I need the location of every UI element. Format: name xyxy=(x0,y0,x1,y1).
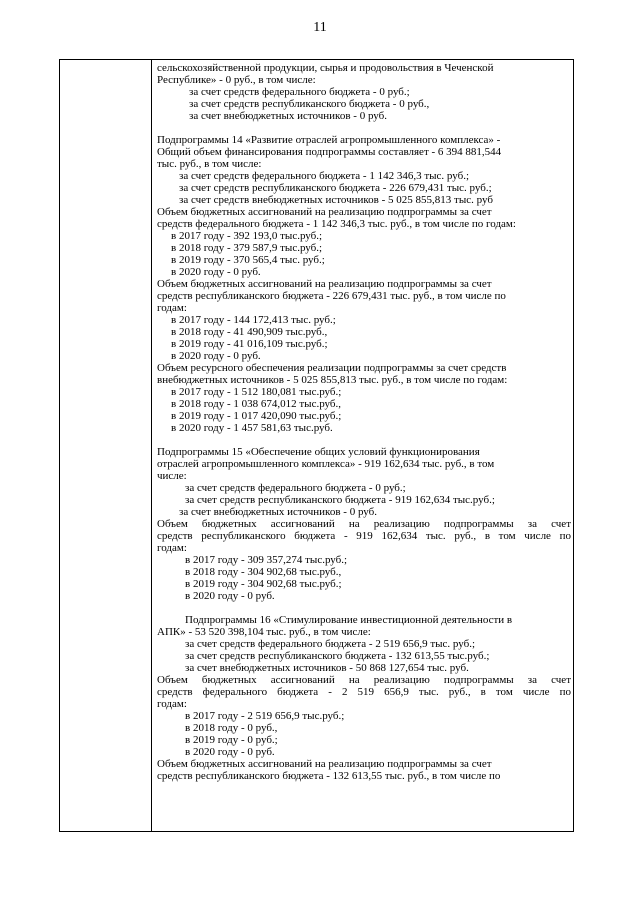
text-line: в 2017 году - 392 193,0 тыс.руб.; xyxy=(171,230,323,242)
text-line: Объем бюджетных ассигнований на реализацию подпрограммы за счет xyxy=(157,518,571,530)
text-line: за счет средств федерального бюджета - 0 руб.; xyxy=(189,86,410,98)
text-line: за счет средств федерального бюджета - 2 519 656,9 тыс. руб.; xyxy=(185,638,476,650)
text-line: за счет средств республиканского бюджета - 226 679,431 тыс. руб.; xyxy=(179,182,492,194)
text-line: Общий объем финансирования подпрограммы составляет - 6 394 881,544 xyxy=(157,146,502,158)
text-line: Объем бюджетных ассигнований на реализацию подпрограммы за счет xyxy=(157,278,492,290)
text-line: в 2017 году - 2 519 656,9 тыс.руб.; xyxy=(185,710,345,722)
text-line: Объем ресурсного обеспечения реализации подпрограммы за счет средств xyxy=(157,362,507,374)
text-line: в 2017 году - 144 172,413 тыс. руб.; xyxy=(171,314,336,326)
text-line: годам: xyxy=(157,542,187,554)
text-line: за счет внебюджетных источников - 50 868 127,654 тыс. руб. xyxy=(185,662,469,674)
table-label-cell xyxy=(60,60,151,831)
text-line: в 2020 году - 0 руб. xyxy=(185,746,275,758)
text-line: в 2020 году - 1 457 581,63 тыс.руб. xyxy=(171,422,333,434)
text-line: в 2019 году - 304 902,68 тыс.руб.; xyxy=(185,578,342,590)
text-line: средств федерального бюджета - 1 142 346,3 тыс. руб., в том числе по годам: xyxy=(157,218,516,230)
text-line: за счет средств республиканского бюджета - 919 162,634 тыс.руб.; xyxy=(185,494,495,506)
text-line: годам: xyxy=(157,302,187,314)
text-line: за счет внебюджетных источников - 0 руб. xyxy=(179,506,377,518)
text-line: средств республиканского бюджета - 226 679,431 тыс. руб., в том числе по xyxy=(157,290,506,302)
text-line: годам: xyxy=(157,698,187,710)
text-line: в 2017 году - 1 512 180,081 тыс.руб.; xyxy=(171,386,342,398)
blank-line xyxy=(157,602,571,614)
text-line: тыс. руб., в том числе: xyxy=(157,158,262,170)
text-line: за счет средств федерального бюджета - 0 руб.; xyxy=(185,482,406,494)
table-content-cell xyxy=(157,62,571,782)
text-line: в 2020 году - 0 руб. xyxy=(171,350,261,362)
text-line: Объем бюджетных ассигнований на реализацию подпрограммы за счет xyxy=(157,758,492,770)
text-line: средств республиканского бюджета - 919 162,634 тыс. руб., в том числе по xyxy=(157,530,571,542)
text-line: в 2017 году - 309 357,274 тыс.руб.; xyxy=(185,554,348,566)
text-line: Подпрограммы 16 «Стимулирование инвестиционной деятельности в xyxy=(185,614,513,626)
text-line: за счет внебюджетных источников - 0 руб. xyxy=(189,110,387,122)
blank-line xyxy=(157,122,571,134)
text-line: Подпрограммы 15 «Обеспечение общих условий функционирования xyxy=(157,446,480,458)
text-line: за счет средств республиканского бюджета - 0 руб., xyxy=(189,98,430,110)
text-line: отраслей агропромышленного комплекса» - 919 162,634 тыс. руб., в том xyxy=(157,458,495,470)
text-line: в 2018 году - 304 902,68 тыс.руб., xyxy=(185,566,342,578)
text-line: числе: xyxy=(157,470,187,482)
text-line: Подпрограммы 14 «Развитие отраслей агропромышленного комплекса» - xyxy=(157,134,501,146)
text-line: средств республиканского бюджета - 132 613,55 тыс. руб., в том числе по xyxy=(157,770,501,782)
text-line: в 2019 году - 41 016,109 тыс.руб.; xyxy=(171,338,328,350)
blank-line xyxy=(157,434,571,446)
column-divider xyxy=(151,60,152,831)
text-line: в 2018 году - 379 587,9 тыс.руб.; xyxy=(171,242,323,254)
text-line: в 2019 году - 0 руб.; xyxy=(185,734,278,746)
text-line: в 2018 году - 41 490,909 тыс.руб., xyxy=(171,326,328,338)
text-line: Объем бюджетных ассигнований на реализацию подпрограммы за счет xyxy=(157,674,571,686)
text-line: за счет средств федерального бюджета - 1 142 346,3 тыс. руб.; xyxy=(179,170,470,182)
text-line: в 2019 году - 370 565,4 тыс. руб.; xyxy=(171,254,325,266)
text-line: в 2020 году - 0 руб. xyxy=(171,266,261,278)
text-line: внебюджетных источников - 5 025 855,813 тыс. руб., в том числе по годам: xyxy=(157,374,508,386)
text-line: сельскохозяйственной продукции, сырья и продовольствия в Чеченской xyxy=(157,62,494,74)
text-line: средств федерального бюджета - 2 519 656,9 тыс. руб., в том числе по xyxy=(157,686,571,698)
text-line: Объем бюджетных ассигнований на реализацию подпрограммы за счет xyxy=(157,206,492,218)
text-line: в 2018 году - 1 038 674,012 тыс.руб., xyxy=(171,398,342,410)
text-line: АПК» - 53 520 398,104 тыс. руб., в том числе: xyxy=(157,626,371,638)
text-line: за счет средств республиканского бюджета - 132 613,55 тыс.руб.; xyxy=(185,650,490,662)
page-number: 11 xyxy=(313,20,327,35)
text-line: в 2019 году - 1 017 420,090 тыс.руб.; xyxy=(171,410,342,422)
document-table xyxy=(59,59,574,832)
text-line: в 2018 году - 0 руб., xyxy=(185,722,278,734)
text-line: Республике» - 0 руб., в том числе: xyxy=(157,74,316,86)
text-line: за счет средств внебюджетных источников - 5 025 855,813 тыс. руб xyxy=(179,194,493,206)
text-line: в 2020 году - 0 руб. xyxy=(185,590,275,602)
